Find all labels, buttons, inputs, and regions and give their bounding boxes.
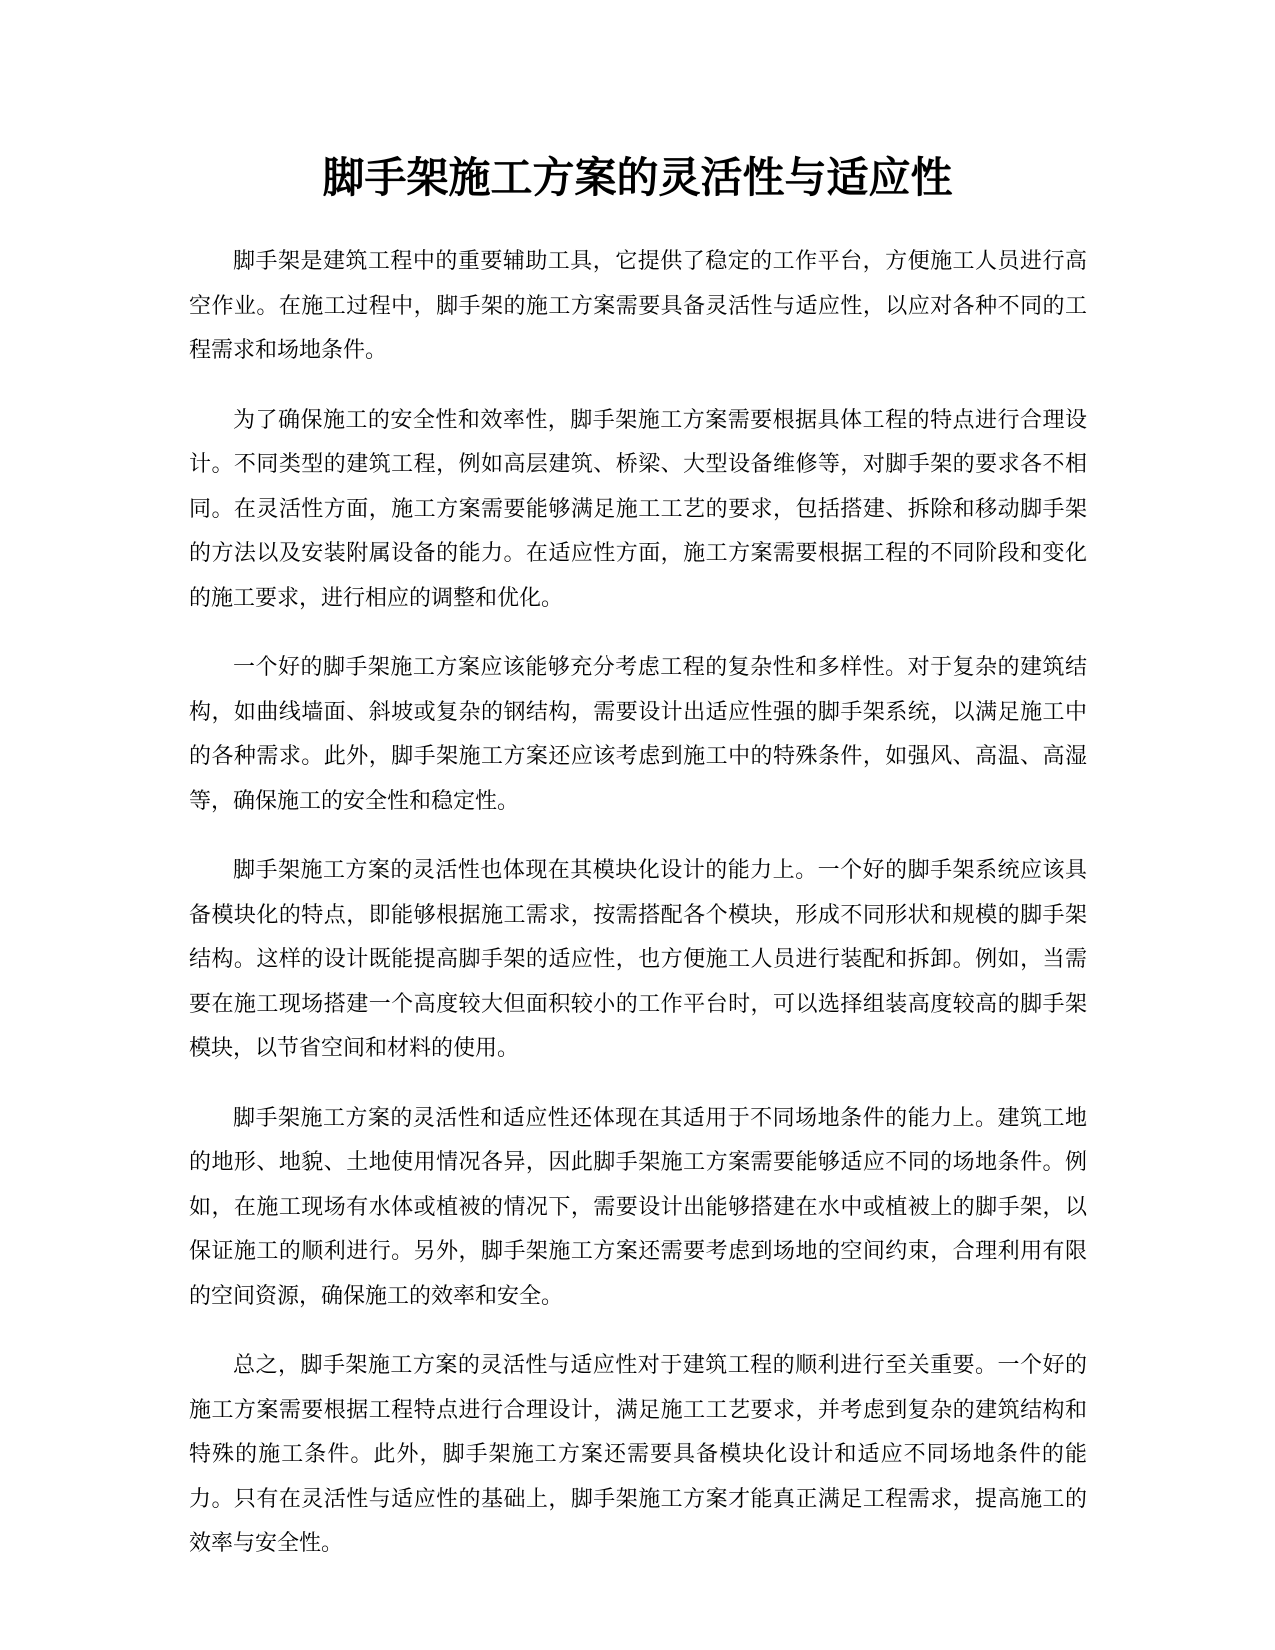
document-title: 脚手架施工方案的灵活性与适应性 — [322, 153, 953, 202]
document-body — [189, 240, 1087, 1592]
paragraph-1: 脚手架是建筑工程中的重要辅助工具，它提供了稳定的工作平台，方便施工人员进行高空作业。在施工过程中，脚手架的施工方案需要具备灵活性与适应性，以应对各种不同的工程需求和场地条件。 — [189, 249, 1087, 363]
paragraph-4: 脚手架施工方案的灵活性也体现在其模块化设计的能力上。一个好的脚手架系统应该具备模块化的特点，即能够根据施工需求，按需搭配各个模块，形成不同形状和规模的脚手架结构。这样的设计既能提高脚手架的适应性，也方便施工人员进行装配和拆卸。例如，当需要在施工现场搭建一个高度较大但面积较小的工作平台时，可以选择组装高度较高的脚手架模块，以节省空间和材料的使用。 — [189, 858, 1087, 1061]
paragraph-5: 脚手架施工方案的灵活性和适应性还体现在其适用于不同场地条件的能力上。建筑工地的地形、地貌、土地使用情况各异，因此脚手架施工方案需要能够适应不同的场地条件。例如，在施工现场有水体或植被的情况下，需要设计出能够搭建在水中或植被上的脚手架，以保证施工的顺利进行。另外，脚手架施工方案还需要考虑到场地的空间约束，合理利用有限的空间资源，确保施工的效率和安全。 — [189, 1105, 1087, 1309]
paragraph-6: 总之，脚手架施工方案的灵活性与适应性对于建筑工程的顺利进行至关重要。一个好的施工方案需要根据工程特点进行合理设计，满足施工工艺要求，并考虑到复杂的建筑结构和特殊的施工条件。此外，脚手架施工方案还需要具备模块化设计和适应不同场地条件的能力。只有在灵活性与适应性的基础上，脚手架施工方案才能真正满足工程需求，提高施工的效率与安全性。 — [189, 1353, 1087, 1556]
paragraph-3: 一个好的脚手架施工方案应该能够充分考虑工程的复杂性和多样性。对于复杂的建筑结构，如曲线墙面、斜坡或复杂的钢结构，需要设计出适应性强的脚手架系统，以满足施工中的各种需求。此外，脚手架施工方案还应该考虑到施工中的特殊条件，如强风、高温、高湿等，确保施工的安全性和稳定性。 — [189, 655, 1087, 814]
paragraph-2: 为了确保施工的安全性和效率性，脚手架施工方案需要根据具体工程的特点进行合理设计。不同类型的建筑工程，例如高层建筑、桥梁、大型设备维修等，对脚手架的要求各不相同。在灵活性方面，施工方案需要能够满足施工工艺的要求，包括搭建、拆除和移动脚手架的方法以及安装附属设备的能力。在适应性方面，施工方案需要根据工程的不同阶段和变化的施工要求，进行相应的调整和优化。 — [189, 407, 1087, 611]
